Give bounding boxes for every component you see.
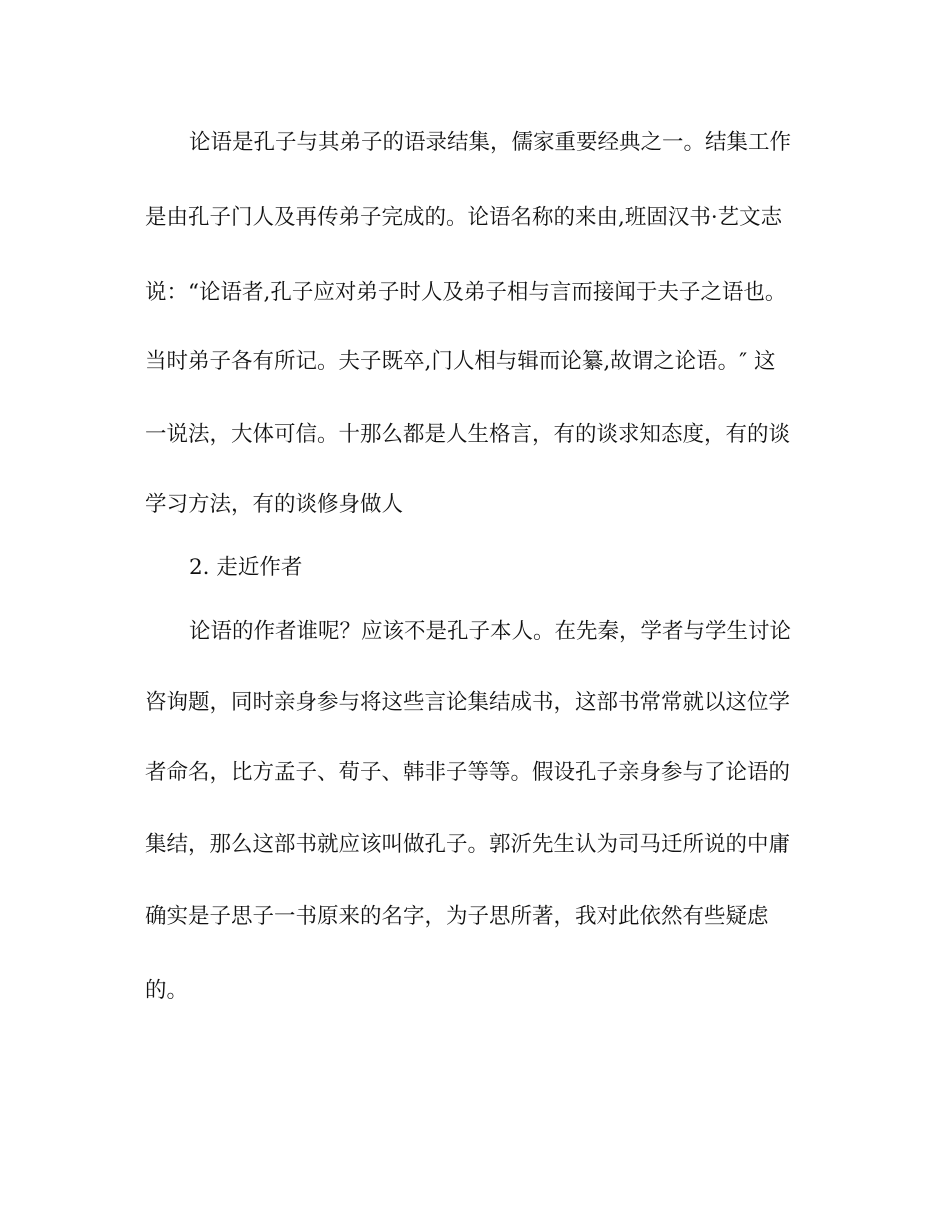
section-heading: 2. 走近作者 [189, 555, 303, 580]
paragraph-2-line-6: 的。 [145, 978, 189, 1003]
paragraph-1-line-5: 一说法，大体可信。十那么都是人生格言，有的谈求知态度，有的谈 [145, 422, 791, 447]
paragraph-2-line-5: 确实是子思子一书原来的名字，为子思所著，我对此依然有些疑虑 [145, 904, 769, 929]
paragraph-1-line-1: 论语是孔子与其弟子的语录结集，儒家重要经典之一。结集工作 [189, 130, 792, 155]
paragraph-1-line-2: 是由孔子门人及再传弟子完成的。论语名称的来由,班固汉书·艺文志 [145, 205, 783, 230]
paragraph-1-line-3: 说：“论语者,孔子应对弟子时人及弟子相与言而接闻于夫子之语也。 [145, 280, 787, 305]
paragraph-1-line-4: 当时弟子各有所记。夫子既卒,门人相与辑而论纂,故谓之论语。″ 这 [145, 349, 776, 374]
paragraph-2-line-1: 论语的作者谁呢？应该不是孔子本人。在先秦，学者与学生讨论 [189, 619, 792, 644]
paragraph-2-line-3: 者命名，比方孟子、荀子、韩非子等等。假设孔子亲身参与了论语的 [145, 760, 791, 785]
paragraph-2-line-2: 咨询题，同时亲身参与将这些言论集结成书，这部书常常就以这位学 [145, 690, 791, 715]
paragraph-1-line-6: 学习方法，有的谈修身做人 [145, 492, 404, 517]
paragraph-2-line-4: 集结，那么这部书就应该叫做孔子。郭沂先生认为司马迁所说的中庸 [145, 832, 791, 857]
